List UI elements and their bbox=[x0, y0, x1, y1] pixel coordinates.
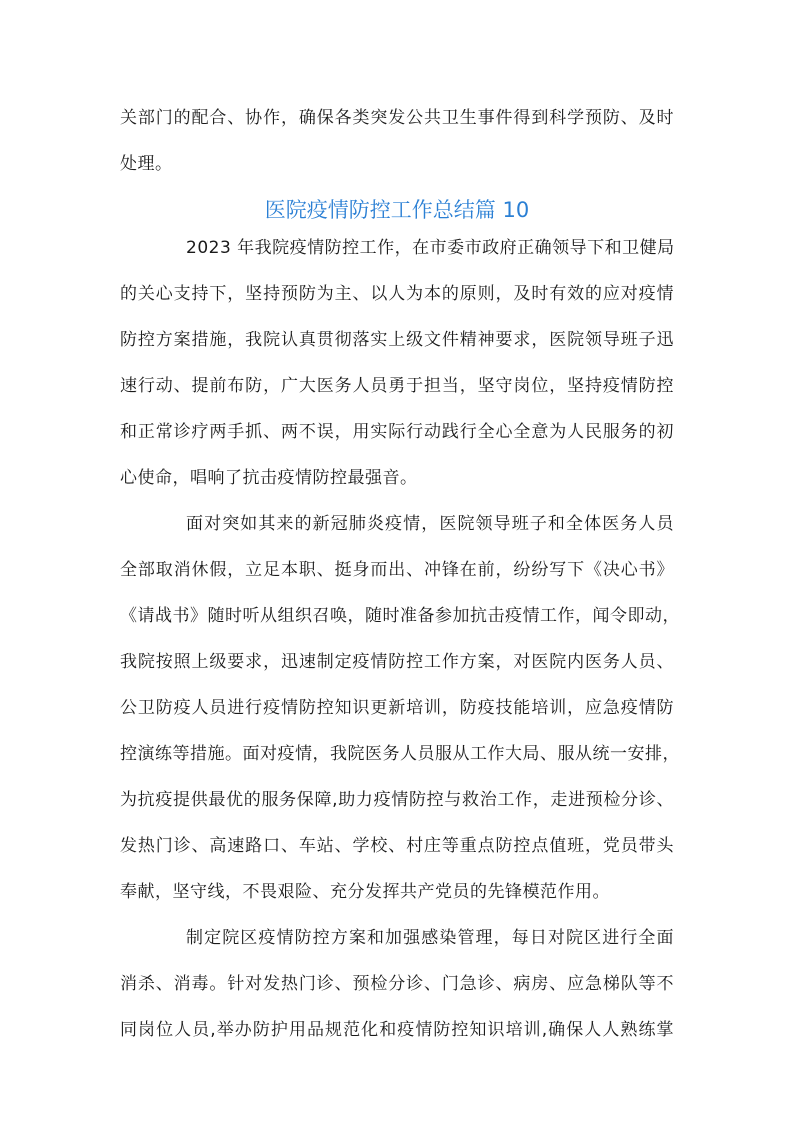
text-line: 《请战书》随时听从组织召唤，随时准备参加抗击疫情工作，闻令即动， bbox=[120, 606, 680, 626]
text-line: 面对突如其来的新冠肺炎疫情，医院领导班子和全体医务人员 bbox=[186, 514, 674, 534]
paragraph-2 bbox=[120, 507, 680, 921]
text-line: 同岗位人员,举办防护用品规范化和疫情防控知识培训,确保人人熟练掌 bbox=[120, 1020, 674, 1040]
text-line: 发热门诊、高速路口、车站、学校、村庄等重点防控点值班，党员带头 bbox=[120, 836, 674, 856]
text-line: 消杀、消毒。针对发热门诊、预检分诊、门急诊、病房、应急梯队等不 bbox=[120, 974, 674, 994]
text-line: 和正常诊疗两手抓、两不误，用实际行动践行全心全意为人民服务的初 bbox=[120, 422, 674, 442]
text-line: 速行动、提前布防，广大医务人员勇于担当，坚守岗位，坚持疫情防控 bbox=[120, 376, 674, 396]
section-heading: 医院疫情防控工作总结篇 10 bbox=[264, 198, 530, 222]
text-line: 控演练等措施。面对疫情，我院医务人员服从工作大局、服从统一安排， bbox=[120, 744, 680, 764]
paragraph-3 bbox=[120, 921, 674, 1059]
paragraph-1 bbox=[120, 231, 674, 507]
text-line: 防控方案措施，我院认真贯彻落实上级文件精神要求，医院领导班子迅 bbox=[120, 330, 674, 350]
text-line: 的关心支持下，坚持预防为主、以人为本的原则，及时有效的应对疫情 bbox=[120, 284, 674, 304]
text-line: 奉献，坚守线，不畏艰险、充分发挥共产党员的先锋模范作用。 bbox=[120, 882, 610, 902]
text-line: 公卫防疫人员进行疫情防控知识更新培训，防疫技能培训，应急疫情防 bbox=[120, 698, 674, 718]
text-line: 关部门的配合、协作，确保各类突发公共卫生事件得到科学预防、及时 bbox=[120, 108, 674, 128]
intro-paragraph bbox=[120, 101, 674, 193]
text-line: 为抗疫提供最优的服务保障,助力疫情防控与救治工作，走进预检分诊、 bbox=[120, 790, 674, 810]
text-line: 心使命，唱响了抗击疫情防控最强音。 bbox=[120, 468, 418, 488]
text-line: 我院按照上级要求，迅速制定疫情防控工作方案，对医院内医务人员、 bbox=[120, 652, 674, 672]
text-line: 制定院区疫情防控方案和加强感染管理，每日对院区进行全面 bbox=[186, 928, 674, 948]
text-line: 2023 年我院疫情防控工作，在市委市政府正确领导下和卫健局 bbox=[186, 238, 675, 258]
text-line: 全部取消休假，立足本职、挺身而出、冲锋在前，纷纷写下《决心书》 bbox=[120, 560, 674, 580]
text-line: 处理。 bbox=[120, 154, 173, 174]
